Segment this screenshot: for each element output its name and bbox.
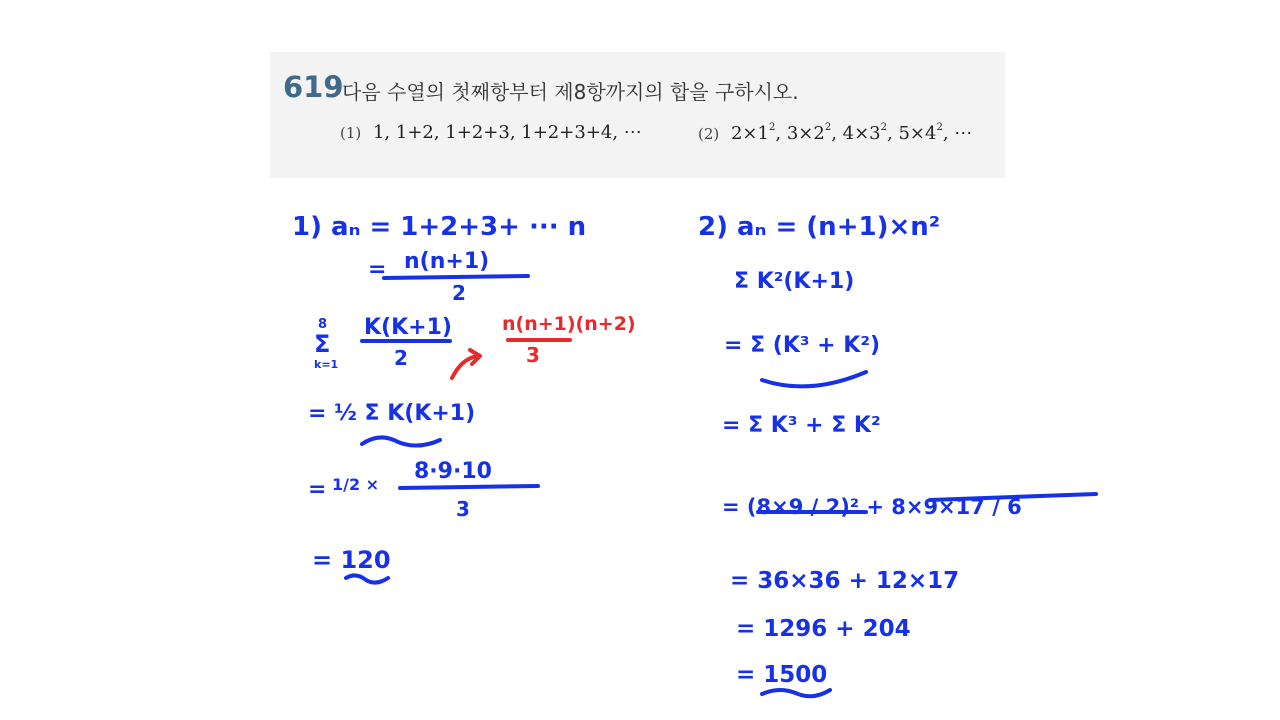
problem-number: 619 xyxy=(283,70,344,104)
solution-1-product-denominator: 3 xyxy=(456,497,470,521)
solution-2-line-1: 2) aₙ = (n+1)×n² xyxy=(698,212,941,242)
solution-1-line-1: 1) aₙ = 1+2+3+ ··· n xyxy=(292,212,587,242)
solution-2-line-4: = Σ K³ + Σ K² xyxy=(722,413,881,438)
svg-text:Σ: Σ xyxy=(314,330,331,358)
solution-1-red-denominator: 3 xyxy=(526,343,540,367)
subproblem-2: (2) $2\times 1^2$, $3\times 2^2$, $4\times 3^2$, $5\times 4^2$, ⋯ xyxy=(698,122,973,144)
solution-1-answer: = 120 xyxy=(312,546,391,574)
solution-2-line-5: = (8×9 / 2)² + 8×9×17 / 6 xyxy=(722,495,1022,519)
wavy-underline xyxy=(346,575,388,582)
ellipsis: ⋯ xyxy=(954,123,973,144)
solution-1-line-4: = ½ Σ K(K+1) xyxy=(308,401,476,426)
subproblem-2-term: 4×3 xyxy=(842,123,881,144)
solution-2 xyxy=(698,212,1096,696)
solution-1-fraction-numerator: n(n+1) xyxy=(404,249,490,274)
fraction-bar xyxy=(384,276,528,278)
solution-1-red-numerator: n(n+1)(n+2) xyxy=(502,313,636,335)
wavy-underline xyxy=(762,690,830,696)
solution-1-equals: = xyxy=(368,257,387,282)
subproblem-2-term: 3×2 xyxy=(786,123,825,144)
svg-text:8: 8 xyxy=(318,317,328,332)
solution-2-line-6: = 36×36 + 12×17 xyxy=(730,568,960,594)
solution-1-sum-numerator: K(K+1) xyxy=(364,315,452,340)
solution-2-answer: = 1500 xyxy=(736,662,828,688)
solution-1-product-numerator: 8·9·10 xyxy=(414,459,492,484)
exponent: 2 xyxy=(936,122,943,133)
subproblem-2-index: (2) xyxy=(698,125,720,143)
solution-1 xyxy=(292,212,636,583)
solution-1-half: 1/2 × xyxy=(332,475,380,494)
arrow-icon xyxy=(452,350,480,378)
solution-1-fraction-denominator: 2 xyxy=(452,281,466,305)
subproblem-1-sequence: 1, 1+2, 1+2+3, 1+2+3+4, ⋯ xyxy=(372,122,642,143)
underline-arc xyxy=(762,372,866,386)
exponent: 2 xyxy=(824,122,832,133)
subproblem-1-index: (1) xyxy=(340,124,362,142)
exponent: 2 xyxy=(880,122,888,133)
wavy-underline xyxy=(362,437,440,445)
problem-statement: 다음 수열의 첫째항부터 제8항까지의 합을 구하시오. xyxy=(342,80,799,104)
solution-1-equals: = xyxy=(308,477,327,502)
solution-1-sum-denominator: 2 xyxy=(394,346,408,370)
subproblem-2-term: 5×4 xyxy=(898,123,937,144)
subproblem-2-term: 2×1 xyxy=(730,123,769,144)
solution-2-line-2: Σ K²(K+1) xyxy=(734,269,855,294)
svg-text:k=1: k=1 xyxy=(314,358,339,371)
sigma-icon xyxy=(314,317,338,371)
fraction-bar xyxy=(400,486,538,488)
exponent: 2 xyxy=(768,122,776,133)
solution-2-line-3: = Σ (K³ + K²) xyxy=(724,333,881,358)
solution-2-line-7: = 1296 + 204 xyxy=(736,616,911,642)
